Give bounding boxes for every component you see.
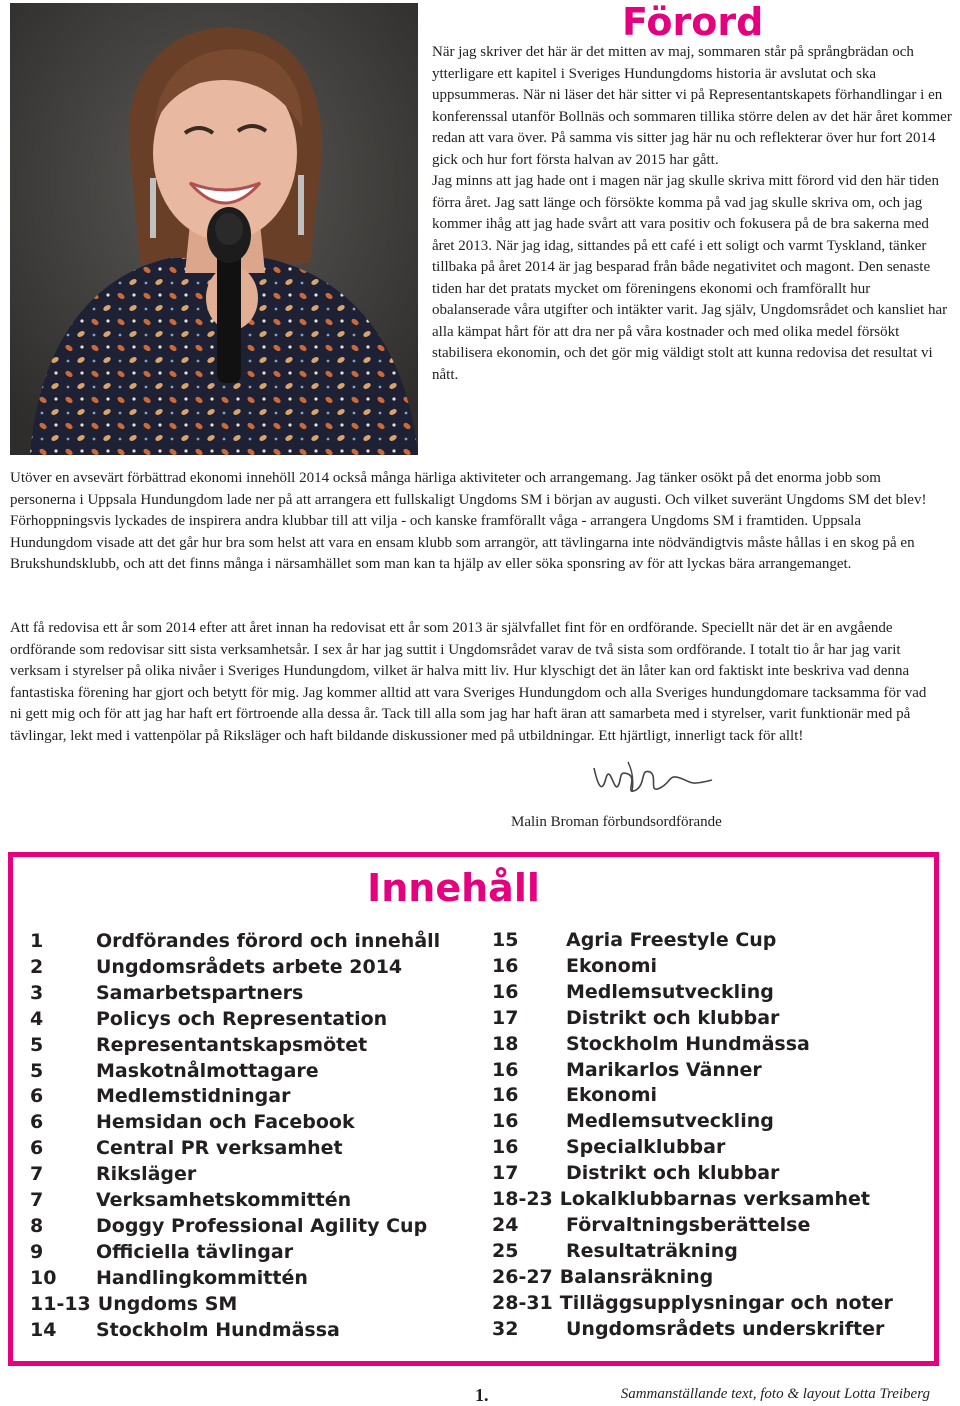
toc-page: 17	[492, 1162, 519, 1185]
toc-left-column	[30, 929, 460, 1344]
toc-entry	[492, 1291, 932, 1317]
toc-entry	[492, 1213, 932, 1239]
toc-page: 18	[492, 1032, 519, 1055]
intro-paragraph: När jag skriver det här är det mitten av maj, sommaren står på språngbrädan och ytterligare ett kapitel i Sveriges Hundungdoms historia är avslutat och ska uppsummeras. När ni läser det här sitter vi på Representantskapets förhandlingar i en konferenssal utanför Bollnäs och sommaren tillika större delen av det här året kommer redan att vara över. På samma vis sitter jag här nu och reflekterar över hur fort 2014 gick och hur fort första halvan av 2015 har gått.	[432, 44, 952, 168]
body-paragraph: Utöver en avsevärt förbättrad ekonomi innehöll 2014 också många härliga aktiviteter och arrangemang. Jag tänker osökt på det enorma jobb som personerna i Uppsala Hundungdom lade ner på att arrangera ett fullskaligt Ungdoms SM i början av augusti. Och vilket suveränt Ungdoms SM det blev! Förhoppningsvis lyckades de inspirera andra klubbar till att vilja - och kanske framförallt våga - arrangera Ungdoms SM i framtiden. Uppsala Hundungdom visade att det går hur bra som helst att vara en ensam klubb som arrangör, att tävlingarna inte nödvändigtvis måste hållas i en skog på en Brukshundsklubb, och att det finns många i närsamhället som man kan ta hjälp av eller söka sponsring av för att lyckas bära arrangemanget.	[10, 470, 927, 573]
toc-entry	[492, 1317, 932, 1343]
toc-entry	[30, 1162, 460, 1188]
intro-paragraph: Jag minns att jag hade ont i magen när jag skulle skriva mitt förord vid den här tiden förra året. Jag satt länge och försökte komma på vad jag skulle skriva om, och jag kommer ihåg att jag hade svårt att vara positiv och fokusera på de bra sakerna med året 2013. När jag idag, sittandes på ett café i ett soligt och varmt Tyskland, tänker tillbaka på året 2014 är jag besparad från både negativitet och magont. Den senaste tiden har det pratats mycket om föreningens ekonomi och framförallt hur obalanserade våra utgifter och intäkter varit. Jag själv, Ungdomsrådet och kansliet har alla kämpat hårt för att dra ner på våra kostnader och med olika medel försökt stabilisera ekonomin, och det gör mig väldigt stolt att kunna redovisa det resultat vi nått.	[432, 173, 948, 383]
handwritten-signature	[588, 756, 718, 811]
toc-page: 11-13	[30, 1292, 91, 1315]
foreword-intro	[432, 42, 952, 386]
page-number: 1.	[475, 1385, 489, 1405]
toc-entry	[30, 1240, 460, 1266]
toc-label: Balansräkning	[559, 1265, 714, 1288]
body-paragraph: Att få redovisa ett år som 2014 efter att året innan ha redovisat ett år som 2013 är självfallet fint för en ordförande. Speciellt när det är en avgående ordförande som redovisar sitt sista verksamhetsår. I sex år har jag suttit i Ungdomsrådet varav de två sista som ordförande. I totalt tio år har jag varit verksam i styrelser på olika nivåer i Sveriges Hundungdom, vilket är halva mitt liv. Hur klyschigt det än låter kan ord faktiskt inte beskriva vad denna fantastiska förening har gjort och betytt för mig. Jag kommer alltid att vara Sveriges Hundungdom och alla Sveriges hundungdomare tacksamma för vad ni gett mig och för att jag har haft ert förtroende alla dessa år. Tack till alla som jag har haft äran att samarbeta med i styrelser, varit funktionär med på tävlingar, lekt med i vattenpölar på Riksläger och haft bildande diskussioner med på utbildningar. Ett hjärtligt, innerligt tack för allt!	[10, 620, 927, 744]
toc-entry	[492, 1058, 932, 1084]
toc-entry	[30, 1188, 460, 1214]
toc-entry	[30, 1136, 460, 1162]
toc-page: 4	[30, 1007, 44, 1030]
toc-label: Medlemsutveckling	[566, 980, 774, 1003]
toc-page: 26-27	[492, 1265, 553, 1288]
toc-label: Samarbetspartners	[96, 981, 304, 1004]
toc-entry	[30, 1266, 460, 1292]
toc-label: Ordförandes förord och innehåll	[96, 930, 441, 952]
toc-page: 9	[30, 1240, 44, 1263]
toc-label: Tilläggsupplysningar och noter	[559, 1291, 893, 1314]
toc-entry	[492, 954, 932, 980]
toc-entry	[492, 1135, 932, 1161]
toc-page: 6	[30, 1111, 44, 1134]
toc-label: Ungdomsrådets arbete 2014	[96, 955, 403, 978]
toc-page: 5	[30, 1033, 44, 1056]
toc-title: Innehåll	[367, 866, 540, 910]
toc-label: Handlingkommittén	[96, 1266, 308, 1289]
layout-credit: Sammanställande text, foto & layout Lotta Treiberg	[620, 1386, 930, 1402]
toc-label: Stockholm Hundmässa	[566, 1032, 810, 1055]
toc-label: Policys och Representation	[96, 1007, 388, 1030]
portrait-illustration	[10, 3, 418, 455]
toc-label: Riksläger	[96, 1163, 197, 1186]
toc-entry	[492, 1032, 932, 1058]
toc-page: 6	[30, 1085, 44, 1108]
toc-label: Medlemstidningar	[96, 1085, 291, 1108]
toc-label: Maskotnålmottagare	[96, 1059, 319, 1082]
toc-entry	[492, 980, 932, 1006]
toc-label: Specialklubbar	[566, 1136, 726, 1159]
toc-entry	[30, 1084, 460, 1110]
toc-label: Ekonomi	[566, 954, 658, 977]
toc-page: 28-31	[492, 1291, 553, 1314]
toc-page: 25	[492, 1239, 519, 1262]
toc-entry	[30, 1033, 460, 1059]
toc-label: Marikarlos Vänner	[566, 1058, 762, 1081]
toc-page: 2	[30, 955, 44, 978]
toc-entry	[30, 1110, 460, 1136]
toc-label: Förvaltningsberättelse	[566, 1213, 811, 1236]
toc-page: 8	[30, 1214, 44, 1237]
toc-page: 17	[492, 1006, 519, 1029]
toc-label: Medlemsutveckling	[566, 1110, 774, 1133]
foreword-title: Förord	[622, 0, 764, 44]
toc-page: 14	[30, 1318, 57, 1341]
toc-page: 32	[492, 1317, 519, 1340]
toc-page: 16	[492, 980, 519, 1003]
toc-label: Lokalklubbarnas verksamhet	[559, 1188, 870, 1211]
toc-label: Stockholm Hundmässa	[96, 1318, 340, 1341]
toc-entry	[492, 1109, 932, 1135]
toc-label: Verksamhetskommittén	[96, 1189, 352, 1212]
toc-right-column	[492, 928, 932, 1343]
toc-page: 18-23	[492, 1188, 553, 1211]
toc-entry	[30, 1059, 460, 1085]
toc-page: 6	[30, 1137, 44, 1160]
table-of-contents	[8, 852, 939, 1366]
toc-entry	[30, 1318, 460, 1344]
toc-label: Ungdoms SM	[97, 1292, 238, 1315]
toc-label: Doggy Professional Agility Cup	[96, 1214, 428, 1237]
toc-label: Ungdomsrådets underskrifter	[566, 1317, 885, 1340]
toc-page: 1	[30, 930, 44, 952]
toc-entry	[492, 1239, 932, 1265]
toc-page: 5	[30, 1059, 44, 1082]
toc-entry	[492, 1161, 932, 1187]
toc-page: 16	[492, 1110, 519, 1133]
toc-label: Ekonomi	[566, 1084, 658, 1107]
toc-page: 3	[30, 981, 44, 1004]
toc-page: 16	[492, 954, 519, 977]
toc-entry	[492, 1187, 932, 1213]
toc-label: Representantskapsmötet	[96, 1033, 368, 1056]
portrait-photo	[10, 3, 418, 455]
toc-entry	[492, 1006, 932, 1032]
toc-page: 7	[30, 1189, 44, 1212]
toc-entry	[30, 1292, 460, 1318]
toc-entry	[30, 1214, 460, 1240]
toc-entry	[30, 1007, 460, 1033]
toc-page: 24	[492, 1213, 519, 1236]
toc-label: Resultaträkning	[566, 1239, 738, 1262]
toc-page: 16	[492, 1058, 519, 1081]
toc-entry	[30, 981, 460, 1007]
toc-entry	[30, 929, 460, 955]
toc-page: 16	[492, 1136, 519, 1159]
toc-label: Hemsidan och Facebook	[96, 1111, 355, 1134]
toc-label: Central PR verksamhet	[96, 1137, 343, 1160]
toc-entry	[492, 1265, 932, 1291]
signer-name: Malin Broman förbundsordförande	[511, 814, 722, 830]
toc-label: Officiella tävlingar	[96, 1240, 294, 1263]
toc-entry	[492, 928, 932, 954]
toc-label: Distrikt och klubbar	[566, 1006, 780, 1029]
toc-page: 7	[30, 1163, 44, 1186]
toc-label: Distrikt och klubbar	[566, 1162, 780, 1185]
toc-page: 16	[492, 1084, 519, 1107]
toc-page: 15	[492, 929, 519, 951]
toc-entry	[492, 1083, 932, 1109]
toc-label: Agria Freestyle Cup	[566, 929, 777, 951]
toc-page: 10	[30, 1266, 57, 1289]
toc-entry	[30, 955, 460, 981]
